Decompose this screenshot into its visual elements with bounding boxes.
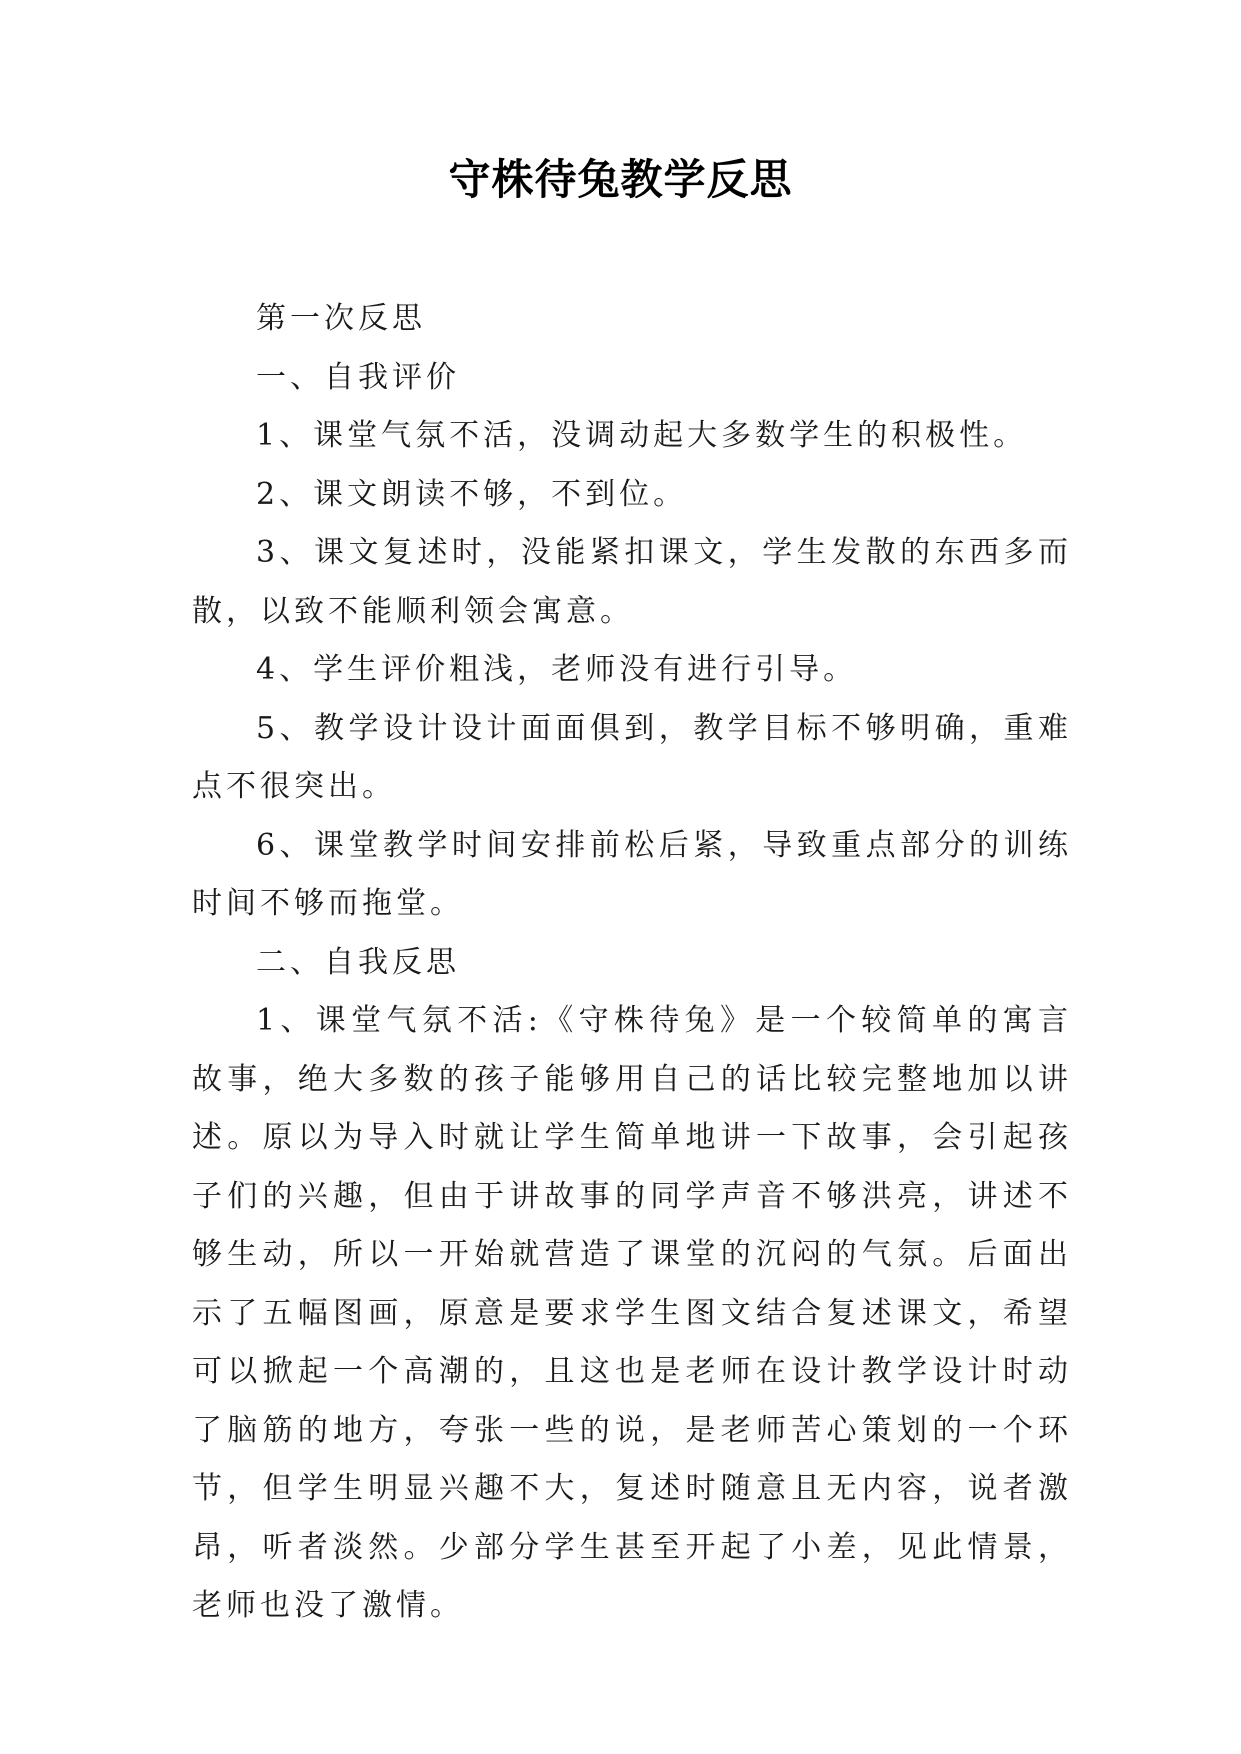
- paragraph-section-self-evaluation: 一、自我评价: [256, 359, 460, 395]
- paragraph-section-self-reflection: 二、自我反思: [256, 944, 460, 980]
- paragraph-eval-item-1: 1、课堂气氛不活，没调动起大多数学生的积极性。: [256, 418, 1028, 453]
- paragraph-eval-item-6: 6、课堂教学时间安排前松后紧，导致重点部分的训练时间不够而拖堂。: [192, 827, 1072, 921]
- paragraph-eval-item-2: 2、课文朗读不够，不到位。: [256, 476, 688, 512]
- paragraph-eval-item-4: 4、学生评价粗浅，老师没有进行引导。: [256, 652, 858, 687]
- paragraph-reflection-item-1: 1、课堂气氛不活:《守株待兔》是一个较简单的寓言故事，绝大多数的孩子能够用自己的话比较完整地加以讲述。原以为导入时就让学生简单地讲一下故事，会引起孩子们的兴趣，但由于讲故事的同学声音不够洪亮，讲述不够生动，所以一开始就营造了课堂的沉闷的气氛。后面出示了五幅图画，原意是要求学生图文结合复述课文，希望可以掀起一个高潮的，且这也是老师在设计教学设计时动了脑筋的地方，夸张一些的说，是老师苦心策划的一个环节，但学生明显兴趣不大，复述时随意且无内容，说者激昂，听者淡然。少部分学生甚至开起了小差，见此情景，老师也没了激情。: [192, 1003, 1072, 1623]
- document-body: [192, 290, 1072, 1636]
- paragraph-eval-item-3: 3、课文复述时，没能紧扣课文，学生发散的东西多而散，以致不能顺利领会寓意。: [192, 535, 1072, 629]
- document-title: 守株待兔教学反思: [448, 155, 793, 204]
- paragraph-heading-first-reflection: 第一次反思: [256, 301, 426, 336]
- paragraph-eval-item-5: 5、教学设计设计面面俱到，教学目标不够明确，重难点不很突出。: [192, 710, 1072, 804]
